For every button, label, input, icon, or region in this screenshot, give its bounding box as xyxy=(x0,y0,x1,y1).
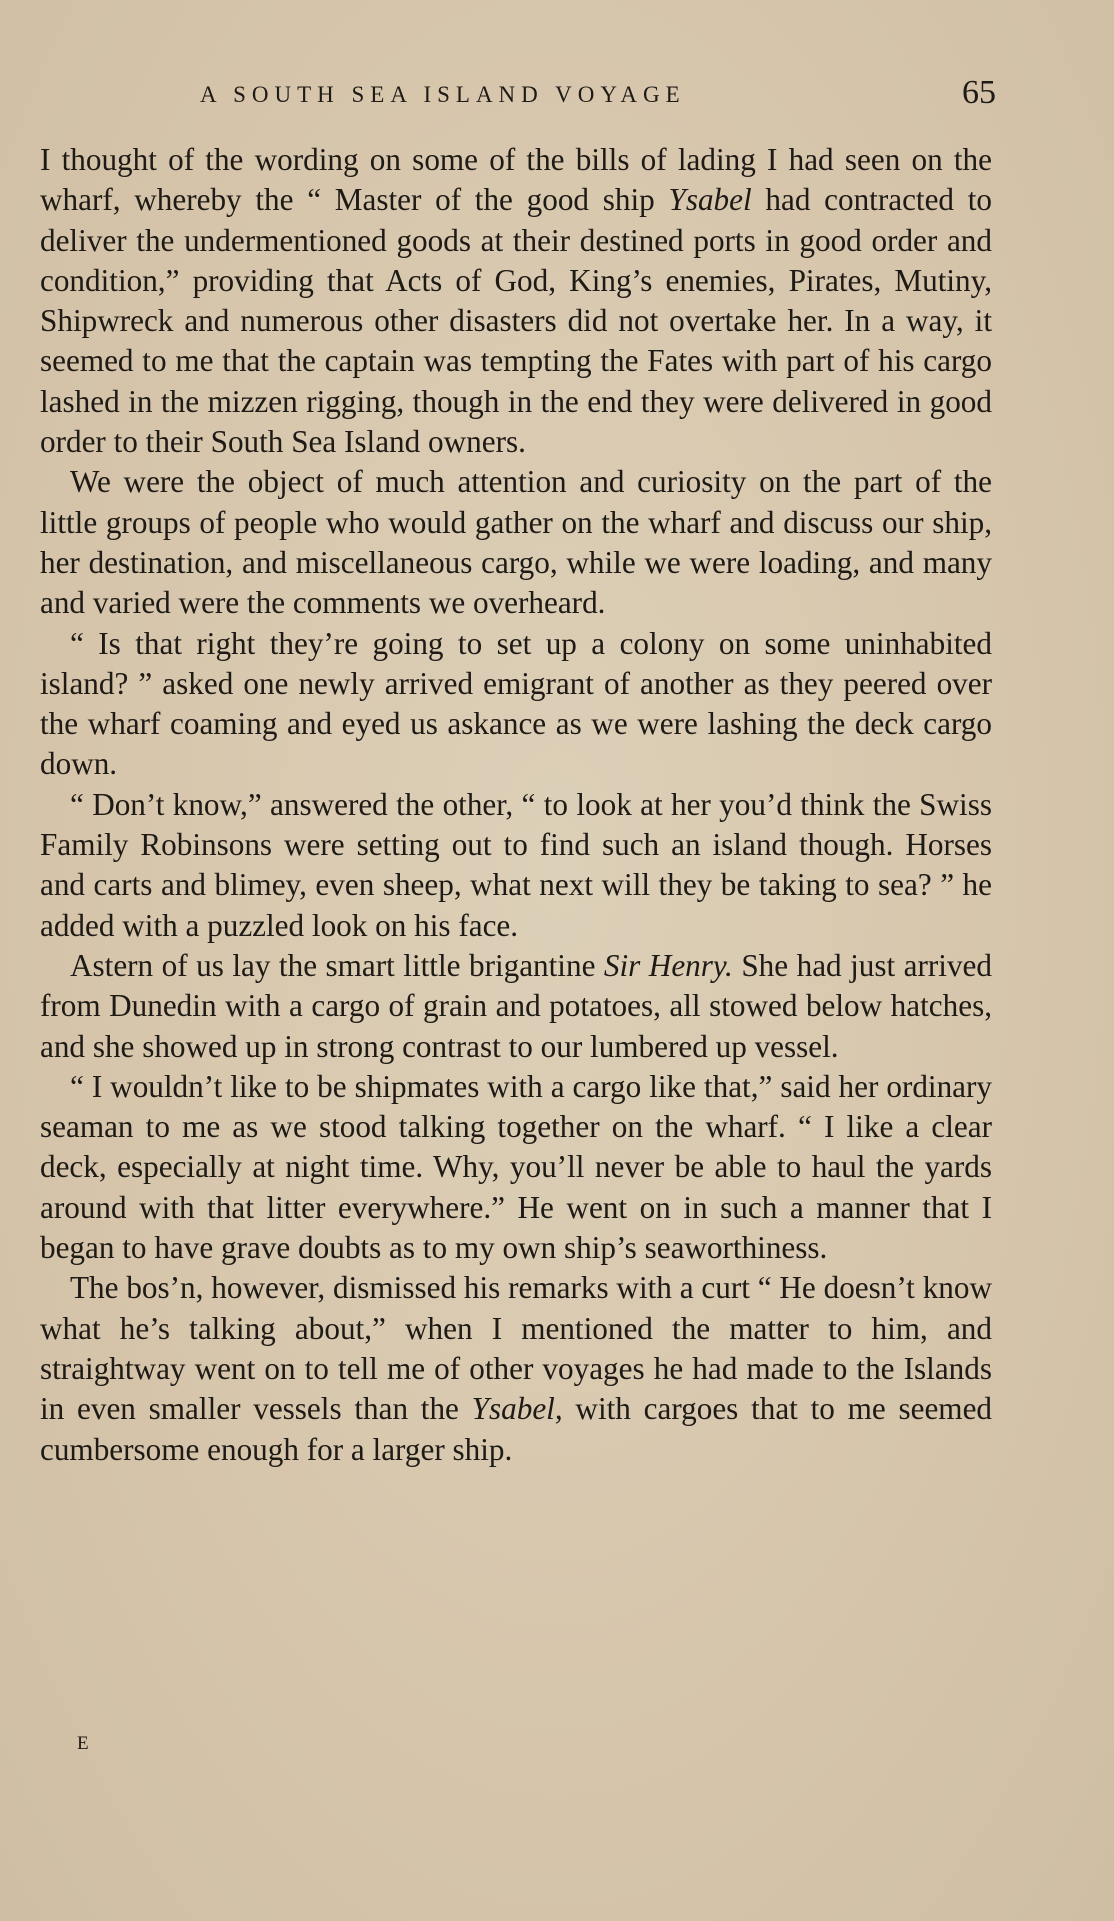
paragraph-6 xyxy=(40,1067,992,1268)
paragraph-6-text: “ I wouldn’t like to be shipmates with a cargo like that,” said her ordinary seaman to me as we stood talking together on the wharf. “ I like a clear deck, especially at night time. Why, you’ll never be able to haul the yards around with that litter everywhere.” He went on in such a manner that I began to have grave doubts as to my own ship’s seaworthiness. xyxy=(40,1068,992,1266)
signature-mark: E xyxy=(77,1733,90,1754)
paragraph-2 xyxy=(40,462,992,623)
paragraph-7-text-a: The bos’n, however, dismissed his remarks with a curt “ He doesn’t know what he’s talking about,” when I mentioned the matter to him, and straightway went on to tell me of other voyages he had made to the Islands in even smaller vessels than the xyxy=(40,1270,992,1427)
paragraph-4 xyxy=(40,785,992,946)
ship-name-sir-henry: Sir Henry. xyxy=(603,947,733,983)
running-head xyxy=(40,74,996,118)
paragraph-4-text: “ Don’t know,” answered the other, “ to look at her you’d think the Swiss Family Robinsons were setting out to find such an island though. Horses and carts and blimey, even sheep, what next will they be taking to sea? ” he added with a puzzled look on his face. xyxy=(40,786,992,943)
paragraph-1-text-b: had contracted to deliver the undermentioned goods at their destined ports in good order and condition,” providing that Acts of God, King’s enemies, Pirates, Mutiny, Shipwreck and numerous other disasters did not overtake her. In a way, it seemed to me that the captain was tempting the Fates with part of his cargo lashed in the mizzen rigging, though in the end they were delivered in good order to their South Sea Island owners. xyxy=(40,182,992,460)
ship-name-ysabel-2: Ysabel, xyxy=(471,1391,563,1427)
paragraph-1 xyxy=(40,140,992,462)
running-title: A SOUTH SEA ISLAND VOYAGE xyxy=(200,82,686,107)
ship-name-ysabel: Ysabel xyxy=(668,182,752,218)
paragraph-1-text-a: I thought of the wording on some of the bills of lading I had seen on the wharf, whereby the “ Master of the good ship xyxy=(40,142,992,218)
paragraph-5 xyxy=(40,946,992,1067)
paragraph-3-text: “ Is that right they’re going to set up a colony on some uninhabited island? ” asked one newly arrived emigrant of another as they peered over the wharf coaming and eyed us askance as we were lashing the deck cargo down. xyxy=(40,625,992,782)
paragraph-7-text-b: with cargoes that to me seemed cumbersome enough for a larger ship. xyxy=(40,1391,993,1467)
paragraph-3 xyxy=(40,624,992,785)
paragraph-2-text: We were the object of much attention and curiosity on the part of the little groups of people who would gather on the wharf and discuss our ship, her destination, and miscellaneous cargo, while we were loading, and many and varied were the comments we overheard. xyxy=(40,464,992,621)
body-text xyxy=(40,140,992,1470)
paragraph-5-text-b: She had just arrived from Dunedin with a cargo of grain and potatoes, all stowed below hatches, and she showed up in strong contrast to our lumbered up vessel. xyxy=(40,947,992,1064)
paragraph-7 xyxy=(40,1268,992,1469)
page-number: 65 xyxy=(962,74,996,111)
paragraph-5-text-a: Astern of us lay the smart little brigantine xyxy=(70,947,604,983)
